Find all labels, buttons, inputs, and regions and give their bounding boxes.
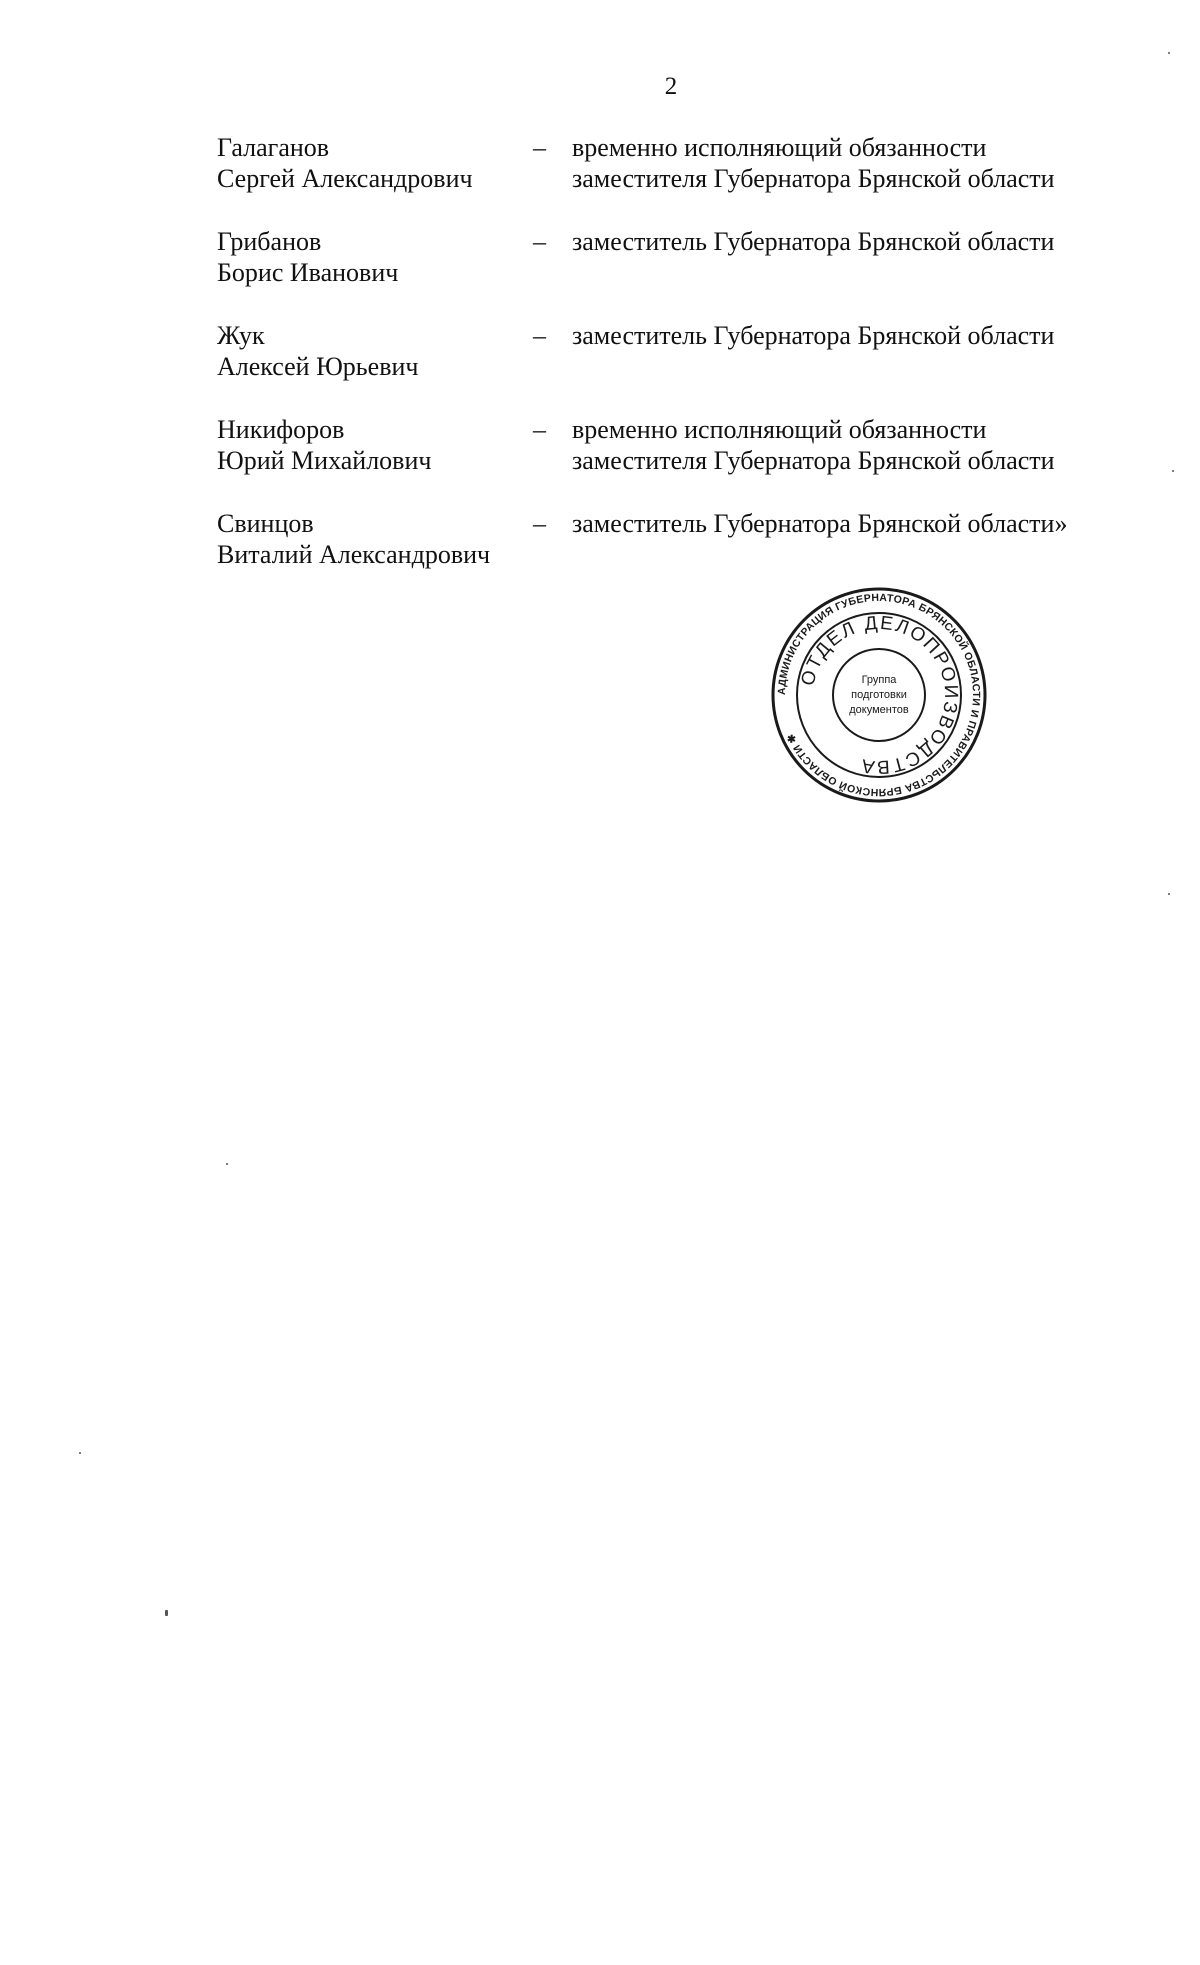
member-position-line: заместитель Губернатора Брянской области [572,227,1055,256]
scan-speck [1172,470,1174,472]
scan-speck [1168,52,1170,54]
member-row [217,414,1117,508]
member-surname: Свинцов [217,509,314,538]
scan-speck [79,1452,81,1454]
member-given-names: Алексей Юрьевич [217,352,419,381]
member-name [217,132,537,194]
member-list [217,132,1117,602]
member-dash: – [533,227,546,256]
member-given-names: Борис Иванович [217,258,399,287]
member-row [217,320,1117,414]
member-surname: Никифоров [217,415,345,444]
member-row [217,226,1117,320]
member-position [572,508,1132,539]
member-given-names: Виталий Александрович [217,540,491,569]
scan-speck [226,1163,228,1165]
member-row [217,132,1117,226]
member-position [572,132,1132,194]
member-given-names: Юрий Михайлович [217,446,432,475]
scan-speck [165,1610,168,1616]
official-stamp [771,587,987,803]
stamp-center-line: документов [849,704,909,716]
member-position-line: временно исполняющий обязанности [572,133,987,162]
member-dash: – [533,321,546,350]
member-surname: Жук [217,321,265,350]
member-name [217,414,537,476]
stamp-outer-text: АДМИНИСТРАЦИЯ ГУБЕРНАТОРА БРЯНСКОЙ ОБЛАСТИ И ПРАВИТЕЛЬСТВА БРЯНСКОЙ ОБЛАСТИ ✱ [775,591,983,799]
member-surname: Галаганов [217,133,330,162]
member-name [217,226,537,288]
member-surname: Грибанов [217,227,322,256]
member-position-line: заместителя Губернатора Брянской области [572,164,1055,193]
member-position-line: заместителя Губернатора Брянской области [572,446,1055,475]
member-position-line: заместитель Губернатора Брянской области» [572,509,1068,538]
scan-speck [1168,893,1170,895]
member-position [572,320,1132,351]
stamp-center-line: подготовки [851,689,907,701]
page-number: 2 [664,73,678,100]
member-given-names: Сергей Александрович [217,164,473,193]
member-dash: – [533,133,546,162]
member-dash: – [533,415,546,444]
stamp-center-line: Группа [861,674,897,686]
member-position [572,226,1132,257]
member-name [217,508,537,570]
member-position-line: заместитель Губернатора Брянской области [572,321,1055,350]
member-position-line: временно исполняющий обязанности [572,415,987,444]
member-dash: – [533,509,546,538]
member-name [217,320,537,382]
stamp-inner-text: ОТДЕЛ ДЕЛОПРОИЗВОДСТВА [797,612,962,778]
member-position [572,414,1132,476]
